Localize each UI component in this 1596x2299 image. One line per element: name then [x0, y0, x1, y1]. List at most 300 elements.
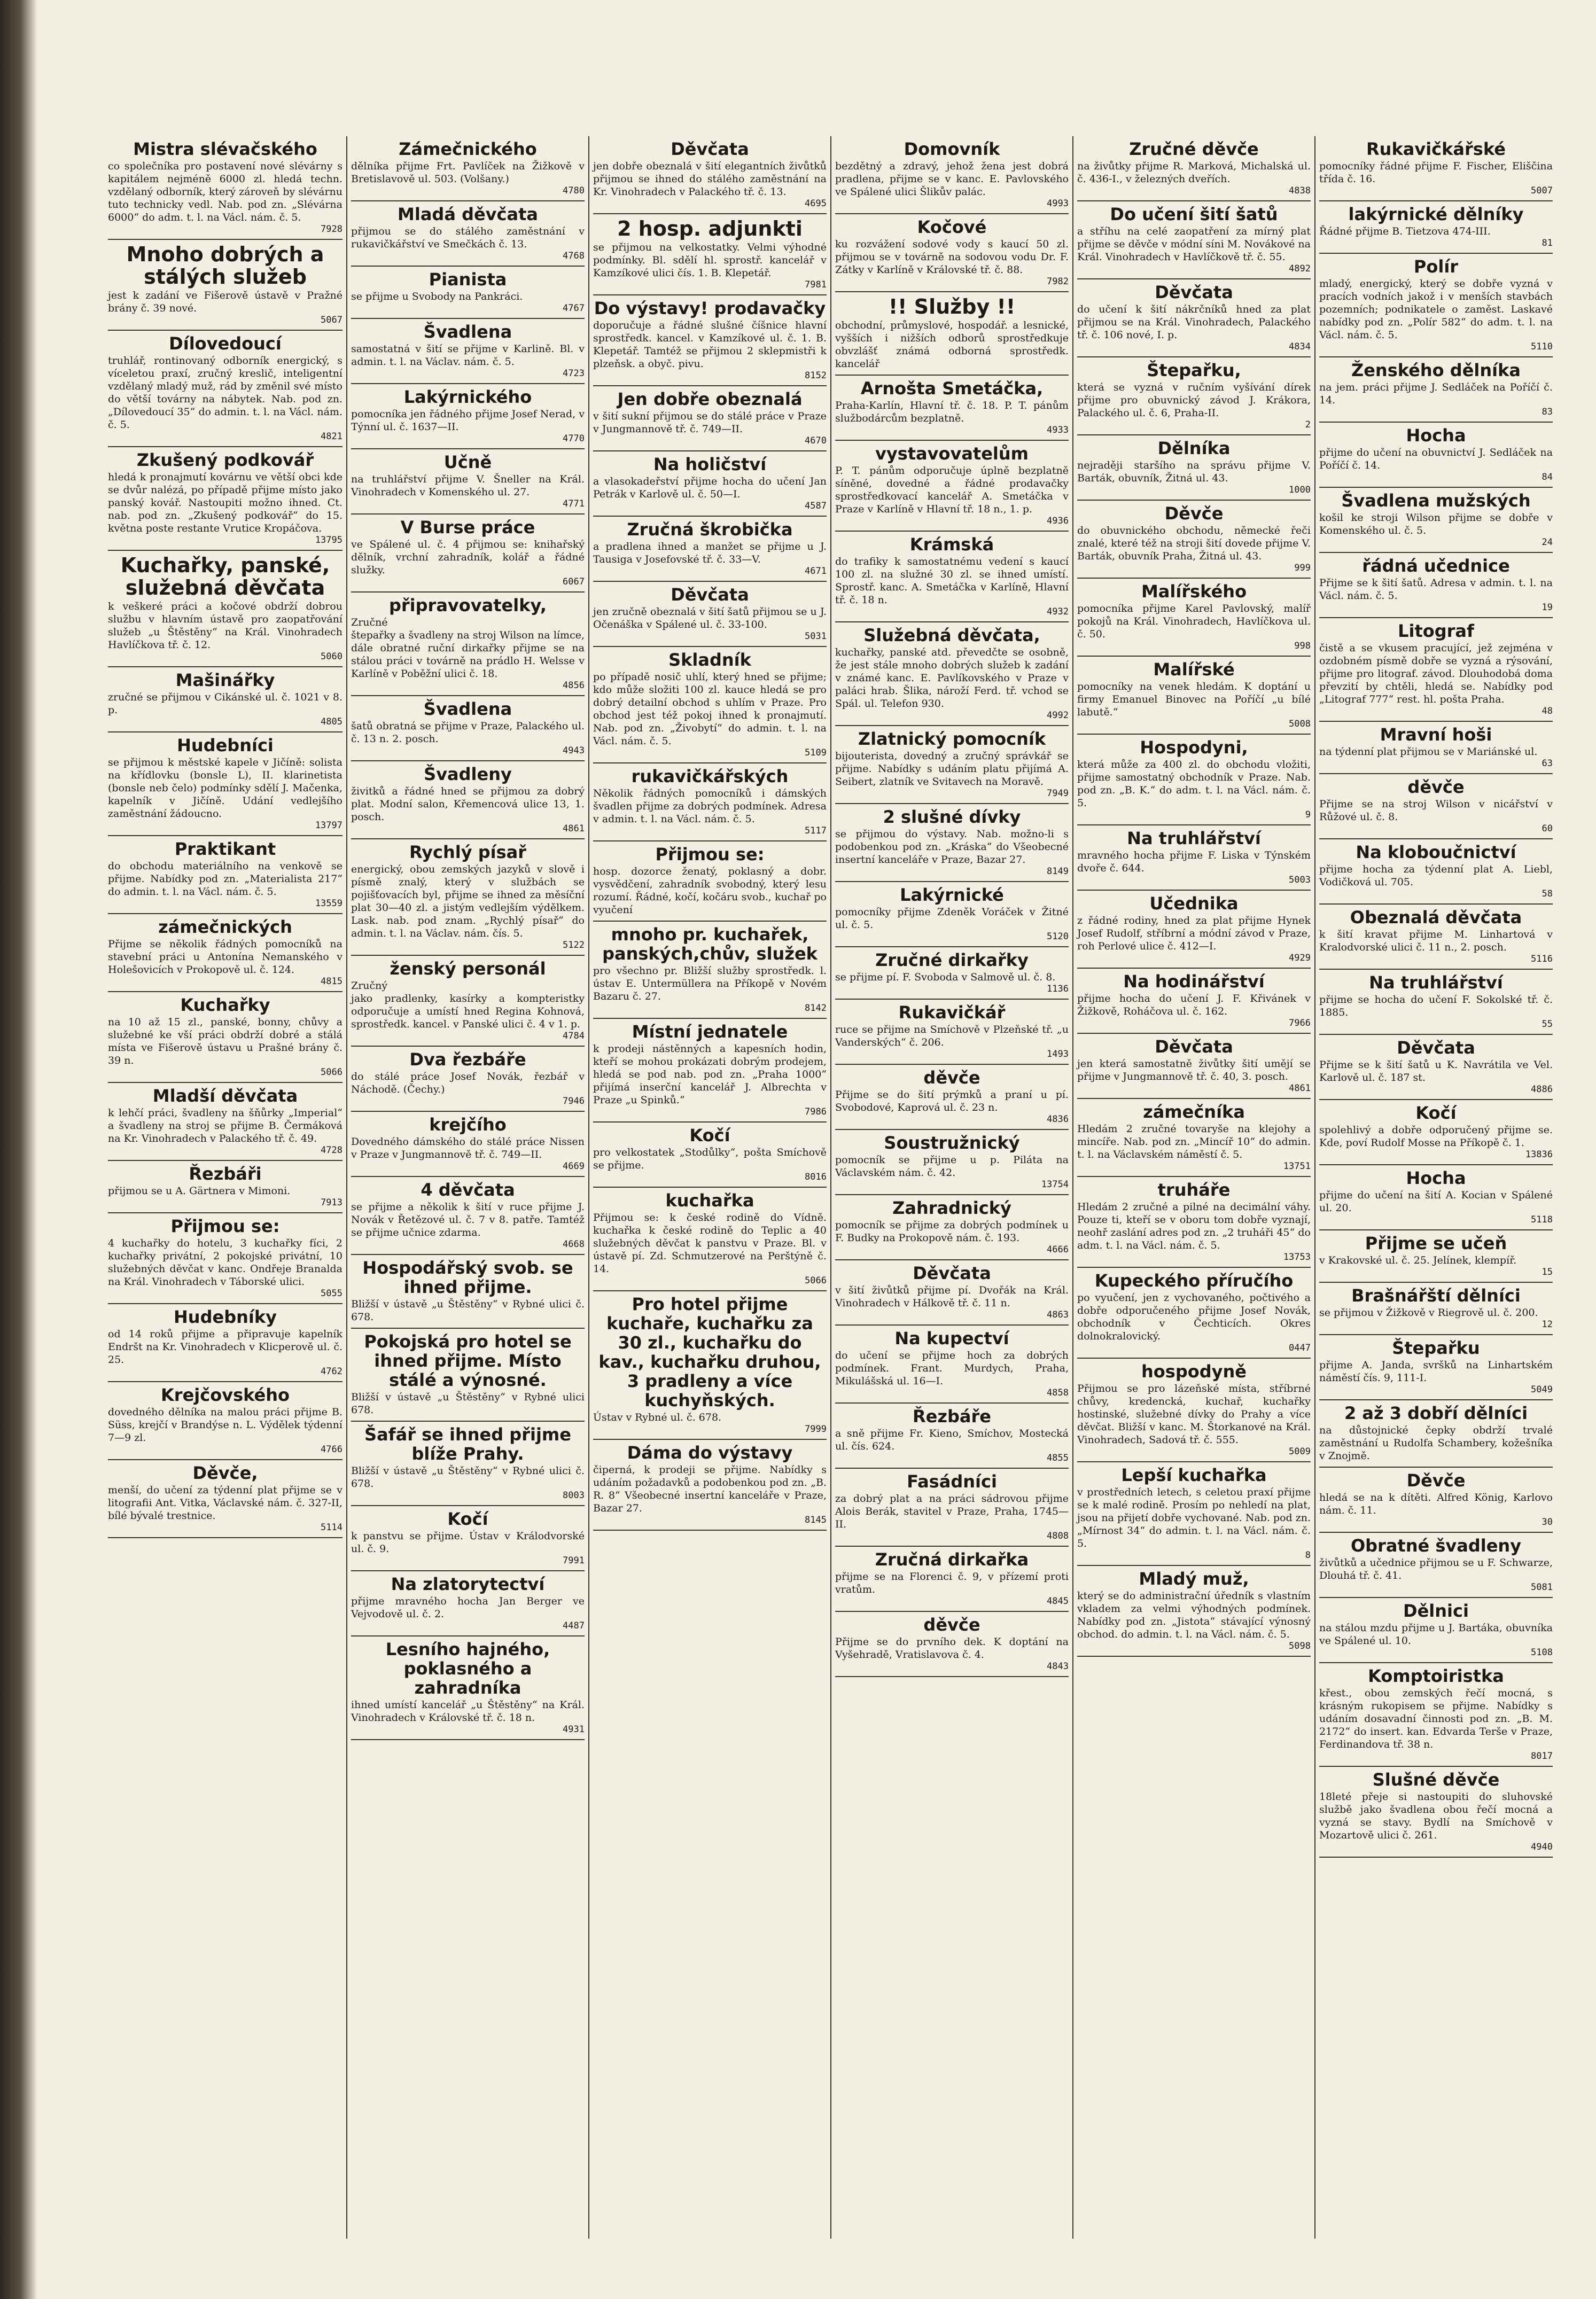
ad-body-text: pro všechno pr. Bližší služby sprostředk. l. ústav E. Untermüllera na Příkopě v Novém Bazaru č. 27.	[593, 965, 827, 1002]
classified-ad	[108, 1083, 342, 1161]
classified-ad	[835, 1260, 1069, 1326]
classified-ad	[108, 667, 342, 732]
classified-ad	[593, 451, 827, 517]
ad-reference-number: 19	[1541, 602, 1553, 613]
classified-ad	[835, 136, 1069, 214]
ad-reference-number: 4587	[805, 501, 827, 511]
ad-headline: Hocha	[1406, 425, 1466, 446]
classified-ad	[351, 267, 585, 319]
classified-ad	[593, 1019, 827, 1123]
ad-reference-number: 24	[1541, 537, 1553, 548]
classified-ad	[1077, 279, 1311, 357]
ad-headline: Dělnici	[1403, 1601, 1469, 1621]
ad-headline: Zahradnický	[892, 1198, 1011, 1218]
classified-ad	[351, 696, 585, 761]
ad-headline: Krejčovského	[161, 1385, 290, 1405]
ad-headline: Na hodinářství	[1123, 971, 1265, 992]
ad-reference-number: 1136	[1047, 984, 1069, 994]
ad-body-text: do obchodu materiálního na venkově se přijme. Nabídky pod zn. „Materialista 217“ do admin. t. l. na Václ. nám. č. 5.	[108, 860, 342, 898]
ad-headline: Švadlena mužských	[1341, 490, 1531, 511]
ad-headline: Švadlena	[423, 322, 512, 342]
ad-reference-number: 5060	[321, 651, 342, 662]
ad-body-text: z řádné rodiny, hned za plat přijme Hynek Josef Rudolf, stříbrní a módní závod v Praze, roh Perlové ulice č. 412—I.	[1077, 915, 1311, 952]
ad-reference-number: 15	[1541, 1267, 1553, 1277]
ad-body-text: Zručné štepařky a švadleny na stroj Wilson na límce, dále obratné ruční dirkařky přijme se na stálou práci v továrně na prádlo H. Welsse v Karlíně v Poběžní ulici č. 18.	[351, 617, 585, 680]
classified-ad	[1319, 488, 1553, 553]
ad-headline: Rychlý písař	[409, 842, 527, 862]
ad-body-text: se přijmou v Žižkově v Riegrově ul. č. 200.	[1319, 1307, 1538, 1319]
ad-headline: Skladník	[668, 650, 751, 670]
classified-ad	[108, 1304, 342, 1382]
ad-reference-number: 4932	[1047, 606, 1069, 617]
ad-column-2	[346, 136, 588, 2239]
classified-ad	[835, 1612, 1069, 1677]
ad-body-text: Přijme se do prvního dek. K doptání na Vyšehradě, Vratislavova č. 4.	[835, 1636, 1069, 1661]
ad-headline: Do výstavy! prodavačky	[594, 298, 826, 318]
ad-body-text: 4 kuchařky do hotelu, 3 kuchařky fíci, 2 kuchařky privátní, 2 pokojské privátní, 10 služebných děvčat v kanc. Ondřeje Branalda na Král. Vinohradech v Táborské ulici.	[108, 1237, 342, 1288]
classified-ad	[108, 732, 342, 836]
classified-ad	[835, 532, 1069, 622]
classified-ad	[593, 214, 827, 295]
ad-reference-number: 4723	[563, 368, 585, 379]
ad-body-text: na 10 až 15 zl., panské, bonny, chůvy a služebné ke vší práci obdrží dobré a stálá místa ve Fišerově ústavu u Prašné brány č. 39 n.	[108, 1016, 342, 1066]
ad-reference-number: 4993	[1047, 198, 1069, 209]
ad-headline: Zlatnický pomocník	[858, 729, 1046, 749]
classified-ad	[593, 1291, 827, 1440]
ad-reference-number: 5008	[1289, 719, 1311, 729]
classified-ad	[1077, 357, 1311, 435]
ad-headline: mnoho pr. kuchařek, panských,chův, služek	[602, 924, 818, 964]
ad-reference-number: 13795	[315, 535, 342, 545]
ad-body-text: nejraději staršího na správu přijme V. Barták, obuvník, Žitná ul. 43.	[1077, 459, 1311, 484]
ad-body-text: do učení k šití nákrčníků hned za plat přijmou se na Král. Vinohradech, Palackého tř. č. 106 nové, I. p.	[1077, 303, 1311, 341]
ad-headline: Děvče,	[192, 1463, 258, 1483]
classified-ad	[108, 1460, 342, 1538]
ad-column-6	[1314, 136, 1556, 2239]
ad-body-text: ihned umístí kancelář „u Štěstěny“ na Král. Vinohradech v Královské tř. č. 18 n.	[351, 1699, 585, 1724]
ad-reference-number: 8152	[805, 370, 827, 381]
ad-body-text: Přijmou se: k české rodině do Vídně. kuchařka k české rodině do Teplic a 40 služebných děvčat k panstvu v Praze. Bl. v ústavě pí. Zd. Schmutzerové na Perštýně č. 14.	[593, 1212, 827, 1275]
ad-reference-number: 5055	[321, 1288, 342, 1299]
classified-ad	[1319, 423, 1553, 488]
ad-body-text: čistě a se vkusem pracující, jež zejména v ozdobném písmě dobře se vyzná a rýsování, přijme pro litograf. závod. Dlouhodobá doma převzití by chtěli, hledá se. Nabídky pod „Litograf 777“ rest. hl. pošta Praha.	[1319, 642, 1553, 705]
ad-reference-number: 7949	[1047, 788, 1069, 799]
classified-ad	[351, 136, 585, 201]
ad-headline: Zručná dirkařka	[875, 1549, 1029, 1570]
ad-reference-number: 5081	[1531, 1582, 1553, 1593]
ad-body-text: na jem. práci přijme J. Sedláček na Poříčí č. 14.	[1319, 381, 1553, 406]
ad-headline: Děvčata	[1397, 1038, 1475, 1058]
ad-reference-number: 4861	[1289, 1083, 1311, 1094]
classified-ad	[1319, 1283, 1553, 1335]
classified-ad	[593, 386, 827, 451]
ad-body-text: se přijmou do výstavy. Nab. možno-li s podobenkou pod zn. „Kráska“ do Všeobecné insertní kanceláře v Praze, Bazar 27.	[835, 828, 1069, 866]
ad-reference-number: 7946	[563, 1096, 585, 1106]
ad-reference-number: 4943	[563, 745, 585, 756]
classified-ad	[1319, 1468, 1553, 1533]
ad-reference-number: 4834	[1289, 341, 1311, 352]
ad-headline: Místní jednatele	[632, 1022, 788, 1042]
classified-ad	[835, 726, 1069, 804]
classified-ad	[1319, 1533, 1553, 1598]
classified-ad	[351, 1636, 585, 1740]
ad-headline: Přijmou se:	[170, 1216, 280, 1236]
ad-reference-number: 13753	[1283, 1252, 1311, 1262]
ad-headline: Krámská	[909, 534, 994, 555]
ad-reference-number: 4861	[563, 823, 585, 834]
ad-reference-number: 12	[1541, 1319, 1553, 1330]
ad-body-text: pomocníky na venek hledám. K doptání u firmy Emanuel Binovec na Poříčí „u bílé labutě.“	[1077, 681, 1311, 718]
ad-reference-number: 81	[1541, 238, 1553, 248]
classified-ad	[835, 214, 1069, 292]
ad-reference-number: 7986	[805, 1106, 827, 1117]
ad-headline: Učednika	[1149, 893, 1239, 914]
ad-reference-number: 1493	[1047, 1049, 1069, 1059]
classified-ad	[1077, 1034, 1311, 1099]
classified-ad	[108, 551, 342, 667]
classified-ad	[351, 1506, 585, 1571]
classified-ad	[593, 1440, 827, 1531]
ad-headline: Soustružnický	[884, 1133, 1020, 1153]
ad-body-text: hledá k pronajmutí kovárnu ve větší obci kde se dvůr nalézá, po případě přijme místo jako panský kovář. Nastoupiti možno ihned. Ct. nab. pod zn. „Zkušený podkovář“ do 15. května poste restante Vrutice Kropáčova.	[108, 471, 342, 534]
ad-body-text: spolehlivý a dobře odporučený přijme se. Kde, poví Rudolf Mosse na Příkopě č. 1.	[1319, 1124, 1553, 1149]
ad-headline: připravovatelky,	[388, 595, 547, 615]
ad-body-text: v šití sukní přijmou se do stálé práce v Praze v Jungmannově tř. č. 749—II.	[593, 410, 827, 435]
ad-body-text: pomocníka jen řádného přijme Josef Nerad, v Týnní ul. č. 1637—II.	[351, 408, 585, 433]
ad-headline: Zručné děvče	[1129, 139, 1259, 159]
ad-headline: Do učení šití šatů	[1110, 204, 1278, 224]
ad-reference-number: 55	[1541, 1019, 1553, 1030]
ad-body-text: hledá se na k dítěti. Alfred König, Karlovo nám. č. 11.	[1319, 1492, 1553, 1516]
ad-reference-number: 7991	[563, 1555, 585, 1566]
ad-reference-number: 4805	[321, 716, 342, 727]
ad-reference-number: 4845	[1047, 1596, 1069, 1607]
ad-body-text: na důstojnické čepky obdrží trvalé zaměstnání u Rudolfa Schambery, kožešníka v Znojmě.	[1319, 1424, 1553, 1462]
ad-reference-number: 5116	[1531, 954, 1553, 964]
ad-reference-number: 5009	[1289, 1446, 1311, 1457]
ad-headline: Přijmou se:	[655, 844, 765, 864]
classified-ad	[1319, 254, 1553, 357]
ad-body-text: jest k zadání ve Fišerově ústavě v Pražné brány č. 39 nové.	[108, 290, 342, 314]
classified-ad	[351, 319, 585, 384]
ad-reference-number: 4992	[1047, 710, 1069, 721]
ad-reference-number: 9	[1305, 809, 1311, 820]
ad-headline: 2 slušné dívky	[883, 807, 1021, 827]
classified-ad	[1319, 618, 1553, 722]
ad-body-text: Praha-Karlín, Hlavní tř. č. 18. P. T. pánům službodárcům bezplatně.	[835, 400, 1069, 424]
classified-ad	[593, 841, 827, 922]
ad-headline: Děvčata	[1155, 282, 1233, 302]
ad-reference-number: 5122	[563, 940, 585, 950]
ad-headline: Na holičství	[653, 454, 767, 474]
classified-ad	[108, 992, 342, 1083]
ad-headline: Dáma do výstavy	[627, 1443, 793, 1463]
classified-ad	[351, 384, 585, 449]
ad-reference-number: 0447	[1289, 1343, 1311, 1353]
ad-headline: Kupeckého příručího	[1094, 1271, 1294, 1291]
ad-reference-number: 5109	[805, 747, 827, 758]
ad-body-text: Několik řádných pomocníků i dámských švadlen přijme za dobrých podmínek. Adresa v admin. t. l. na Václ. nám. č. 5.	[593, 788, 827, 825]
ad-headline: Dělníka	[1157, 438, 1231, 458]
ad-headline: Kočí	[1415, 1103, 1457, 1123]
classified-ad	[593, 136, 827, 214]
ad-column-4	[830, 136, 1072, 2239]
ad-body-text: Řádné přijme B. Tietzova 474-III.	[1319, 225, 1491, 237]
ad-headline: Lakýrnické	[900, 885, 1004, 905]
ad-body-text: v prostředních letech, s celetou praxí přijme se k malé rodině. Prosím po nehledí na plat, jsou na přijetí dobře vychované. Nab. pod zn. „Mírnost 34“ do admin. t. l. na Václ. nám. č. 5.	[1077, 1486, 1311, 1549]
ad-headline: Mnoho dobrých a stálých služeb	[126, 243, 324, 289]
ad-body-text: Hledám 2 zručné tovaryše na klejohy a mincíře. Nab. pod zn. „Mincíř 10“ do admin. t. l. na Václavském náměstí č. 5.	[1077, 1123, 1311, 1160]
classified-ad	[1319, 136, 1553, 201]
classified-ad	[351, 449, 585, 515]
classified-ad	[108, 1161, 342, 1213]
ad-body-text: přijme do učení na šití A. Kocian v Spálené ul. 20.	[1319, 1189, 1553, 1214]
ad-reference-number: 999	[1294, 563, 1311, 573]
ad-body-text: Bližší v ústavě „u Štěstěny“ v Rybné ulici č. 678.	[351, 1298, 585, 1323]
classified-ad	[108, 836, 342, 914]
classified-ad	[1319, 1230, 1553, 1283]
ad-reference-number: 5003	[1289, 875, 1311, 885]
ad-body-text: přijmou se u A. Gärtnera v Mimoni.	[108, 1185, 291, 1197]
classified-ad	[835, 441, 1069, 532]
ad-headline: Děvčata	[1155, 1037, 1233, 1057]
classified-ad	[593, 582, 827, 647]
classified-ad	[108, 914, 342, 992]
classified-ad	[1077, 201, 1311, 279]
ad-headline: Hudebníky	[174, 1307, 277, 1327]
ad-body-text: 18leté přeje si nastoupiti do sluhovské službě jako švadlena obou řečí mocná a vyzná se stavy. Bydlí na Smíchově v Mozartově ulici č. 261.	[1319, 1791, 1553, 1841]
ad-body-text: bijouterista, dovedný a zručný správkář se přijme. Nabídky s udáním platu přijímá A. Seibert, zlatník ve Svitavech na Moravě.	[835, 750, 1069, 788]
ad-headline: Děvče	[1406, 1470, 1466, 1491]
classified-ad	[835, 292, 1069, 376]
classified-ad	[835, 1195, 1069, 1260]
ad-reference-number: 1000	[1289, 485, 1311, 495]
ad-reference-number: 4940	[1531, 1842, 1553, 1852]
classified-ad	[593, 763, 827, 841]
ad-body-text: menší, do učení za týdenní plat přijme se v litografii Ant. Vitka, Václavské nám. č. 327-II, bílé bývalé trestnice.	[108, 1484, 342, 1522]
ad-reference-number: 4843	[1047, 1661, 1069, 1672]
ad-body-text: dovedného dělníka na malou práci přijme B. Süss, krejčí v Brandýse n. L. Výdělek týdenní 7—9 zl.	[108, 1406, 342, 1444]
ad-body-text: k šití kravat přijme M. Linhartová v Kralodvorské ulici č. 11 n., 2. posch.	[1319, 929, 1553, 953]
ad-body-text: samostatná v šití se přijme v Karlině. Bl. v admin. t. l. na Václav. nám. č. 5.	[351, 343, 585, 368]
ad-reference-number: 8003	[563, 1490, 585, 1501]
ad-headline: Služebná děvčata,	[863, 625, 1040, 645]
ad-body-text: ruce se přijme na Smíchově v Plzeňské tř. „u Vanderských“ č. 206.	[835, 1024, 1069, 1048]
classified-ad	[1077, 1566, 1311, 1657]
ad-reference-number: 4768	[563, 251, 585, 261]
ad-reference-number: 4784	[563, 1031, 585, 1041]
ad-body-text: pomocníka přijme Karel Pavlovský, malíř pokojů na Král. Vinohradech, Havlíčkova ul. č. 50.	[1077, 603, 1311, 640]
ad-body-text: na živůtky přijme R. Marková, Michalská ul. č. 436-I., v železných dveřích.	[1077, 160, 1311, 185]
ad-reference-number: 4766	[321, 1444, 342, 1455]
ad-headline: Mravní hoši	[1380, 724, 1492, 745]
ad-headline: Šafář se ihned přijme blíže Prahy.	[364, 1424, 571, 1464]
ad-reference-number: 2	[1305, 419, 1311, 430]
ad-headline: Švadleny	[424, 764, 512, 784]
ad-headline: děvče	[923, 1067, 980, 1088]
ad-body-text: Bližší v ústavě „u Štěstěny“ v Rybné ulici 678.	[351, 1391, 585, 1416]
classified-ad	[1077, 1462, 1311, 1566]
classified-ad	[351, 1255, 585, 1329]
ad-headline: Arnošta Smetáčka,	[860, 378, 1044, 399]
ad-headline: Lakýrnického	[403, 387, 532, 407]
ad-headline: Malířského	[1141, 581, 1247, 602]
classified-ad	[351, 1047, 585, 1112]
ad-reference-number: 4863	[1047, 1310, 1069, 1320]
ad-body-text: mladý, energický, který se dobře vyzná v pracích vodních jakož i v menších stavbách pozemních; podnikatele o zaměst. Laskavé nabídky pod zn. „Polír 582“ do adm. t. l. na Václ. nám. č. 5.	[1319, 278, 1553, 341]
ad-body-text: P. T. pánům odporučuje úplně bezplatně síněné, dovedné a řádné prodavačky sprostředkovací kancelář A. Smetáčka v Praze v Karlíně v Hlavní tř. 18 n., 1. p.	[835, 465, 1069, 515]
classified-ad	[835, 804, 1069, 882]
classified-ad	[835, 947, 1069, 1000]
ad-headline: kuchařka	[665, 1190, 754, 1211]
classified-ad	[1319, 357, 1553, 423]
ad-body-text: přijme se na Florenci č. 9, v přízemí proti vratům.	[835, 1571, 1069, 1595]
classified-ad	[1319, 1767, 1553, 1858]
ad-reference-number: 5098	[1289, 1641, 1311, 1651]
ad-reference-number: 4767	[563, 303, 585, 314]
ad-body-text: obchodní, průmyslové, hospodář. a lesnické, vyšších i nižších odborů sprostředkuje obvzlášť známá odborná sprostředk. kancelář	[835, 319, 1069, 370]
ad-body-text: pomocníky řádné přijme F. Fischer, Eliščina třída č. 16.	[1319, 160, 1553, 185]
ad-headline: řádná učednice	[1362, 556, 1510, 576]
classified-ad	[351, 839, 585, 956]
ad-body-text: který se do administrační úředník s vlastním vkladem za velmi výhodných podmínek. Nabídky pod zn. „Jistota“ stávající výnosný obchod. do admin. t. l. na Václ. nám. č. 5.	[1077, 1590, 1311, 1640]
ad-body-text: Dovedného dámského do stálé práce Nissen v Praze v Jungmannově tř. č. 749—II.	[351, 1136, 585, 1160]
ad-headline: Komptoiristka	[1368, 1666, 1504, 1686]
ad-body-text: jen dobře obeznalá v šití elegantních živůtků přijmou se ihned do stálého zaměstnání na Kr. Vinohradech v Palackého tř. č. 13.	[593, 160, 827, 198]
ad-body-text: Přijme se několik řádných pomocníků na stavební práci u Antonína Nemanského v Holešovicích v Prokopově ul. č. 124.	[108, 938, 342, 976]
ad-body-text: pomocník se přijme u p. Piláta na Václavském nám. č. 42.	[835, 1154, 1069, 1179]
classified-ad	[835, 376, 1069, 441]
ad-column-1	[104, 136, 346, 2239]
ad-reference-number: 4808	[1047, 1531, 1069, 1541]
ad-body-text: čiperná, k prodeji se přijme. Nabídky s udáním požadavků a podobenkou pod zn. „B. R. 8“ Všeobecné insertní kanceláře v Praze, Bazar 27.	[593, 1464, 827, 1514]
ad-reference-number: 4892	[1289, 263, 1311, 274]
ad-reference-number: 84	[1541, 472, 1553, 482]
ad-headline: děvče	[923, 1615, 980, 1635]
ad-headline: Hocha	[1406, 1168, 1466, 1188]
classified-ad	[1319, 201, 1553, 254]
ad-headline: 2 hosp. adjunkti	[617, 217, 803, 240]
ad-reference-number: 5066	[805, 1275, 827, 1286]
classified-ad	[835, 1469, 1069, 1547]
ad-body-text: od 14 roků přijme a připravuje kapelník Endršt na Kr. Vinohradech v Klicperově ul. č. 25.	[108, 1328, 342, 1366]
classified-ad	[1077, 891, 1311, 969]
ad-headline: Kuchařky, panské, služebná děvčata	[120, 554, 330, 599]
ad-body-text: se přijmou k městské kapele v Jičíně: solista na křídlovku (bonsle L), II. klarinetista (bonsle neb čelo) podmínky sdělí J. Mačenka, kapelník v Jičíně. Udání vedlejšího zaměstnání žádoucno.	[108, 757, 342, 820]
classified-ad	[1077, 657, 1311, 735]
ad-reference-number: 83	[1541, 407, 1553, 417]
classified-ad	[1077, 1099, 1311, 1177]
classified-ad	[835, 1130, 1069, 1195]
ad-headline: Děvčata	[671, 585, 749, 605]
ad-headline: Ženského dělníka	[1351, 360, 1521, 380]
ad-reference-number: 5117	[805, 825, 827, 836]
ad-headline: Brašnářští dělníci	[1351, 1285, 1521, 1306]
ad-body-text: přijme do učení na obuvnictví J. Sedláček na Poříčí č. 14.	[1319, 447, 1553, 471]
classified-ad	[835, 1065, 1069, 1130]
classified-ad	[351, 956, 585, 1047]
ad-body-text: co společníka pro postavení nové slévárny s kapitálem nejméně 6000 zl. hledá techn. vzdělaný odborník, který zároveň by slévárnu tuto technicky vedl. Nab. pod zn. „Slévárna 6000“ do adm. t. l. na Václ. nám. č. 5.	[108, 160, 342, 223]
ad-headline: Děvče	[1164, 503, 1224, 524]
classified-ad	[835, 1000, 1069, 1065]
ad-body-text: Přijme se k šití šatů. Adresa v admin. t. l. na Václ. nám. č. 5.	[1319, 577, 1553, 602]
ad-reference-number: 4780	[563, 185, 585, 196]
ad-headline: zámečnických	[158, 917, 292, 937]
ad-reference-number: 4886	[1531, 1084, 1553, 1095]
ad-body-text: přijme hocha za týdenní plat A. Liebl, Vodičková ul. 705.	[1319, 863, 1553, 888]
ad-headline: Litograf	[1398, 621, 1474, 641]
ad-headline: rukavičkářských	[631, 766, 789, 786]
ad-headline: Na kloboučnictví	[1356, 842, 1516, 862]
ad-headline: Polír	[1413, 256, 1459, 277]
classified-ad	[835, 882, 1069, 947]
ad-body-text: jen která samostatně živůtky šití umějí se přijme v Jungmannově tř. č. 40, 3. posch.	[1077, 1058, 1311, 1082]
classified-ad	[1319, 905, 1553, 970]
ad-reference-number: 4762	[321, 1366, 342, 1377]
ad-reference-number: 7999	[805, 1424, 827, 1435]
ad-headline: Fasádníci	[907, 1471, 997, 1492]
ad-body-text: se přijme u Svobody na Pankráci.	[351, 291, 523, 302]
classified-ad	[1319, 1100, 1553, 1165]
ad-headline: Pokojská pro hotel se ihned přijme. Místo stálé a výnosné.	[364, 1331, 572, 1390]
ad-reference-number: 4487	[563, 1620, 585, 1631]
classified-ad	[1077, 825, 1311, 891]
ad-headline: Na truhlářství	[1369, 972, 1503, 993]
ad-reference-number: 6067	[563, 576, 585, 587]
ad-headline: krejčího	[429, 1115, 507, 1135]
ad-reference-number: 4856	[563, 680, 585, 691]
ad-body-text: a vlasokadeřství přijme hocha do učení Jan Petrák v Karlově ul. č. 50—I.	[593, 476, 827, 500]
ad-body-text: Přijmou se pro lázeňské místa, stříbrné chůvy, kredencká, kuchař, kuchařky hostinské, služebné dívky do Prahy a více děvčat. Bližší v kanc. M. Štorkanové na Král. Vinohradech, Sadová tř. č. 555.	[1077, 1383, 1311, 1446]
classified-ad	[1319, 1400, 1553, 1468]
ad-headline: Hospodyni,	[1140, 737, 1248, 758]
classified-ad	[1319, 839, 1553, 905]
ad-headline: Na zlatorytectví	[391, 1574, 545, 1594]
ad-body-text: která může za 400 zl. do obchodu vložiti, přijme samostatný obchodník v Praze. Nab. pod zn. „B. K.“ do adm. t. l. na Václ. nám. č. 5.	[1077, 759, 1311, 809]
ad-body-text: kuchařky, panské atd. převedčte se osobně, že jest stále mnoho dobrých služeb k zadání v známé kanc. E. Pavlíkovského v Praze v paláci hrab. Šlika, nároží Ferd. tř. vchod se Spál. ul. Telefon 930.	[835, 646, 1069, 710]
ad-body-text: do stálé práce Josef Novák, řezbář v Náchodě. (Čechy.)	[351, 1071, 585, 1095]
ad-body-text: po případě nosič uhlí, který hned se přijme; kdo může složiti 100 zl. kauce hledá se pro dobrý detailní obchod s uhlím v Praze. Pro obchod jest též pokoj ihned k pronajmutí. Nab. pod zn. „Živobytí“ do admin. t. l. na Václ. nám. č. 5.	[593, 671, 827, 747]
ad-headline: Švadlena	[423, 699, 512, 719]
ad-body-text: na týdenní plat přijmou se v Mariánské ul.	[1319, 746, 1538, 758]
ad-headline: Dílovedoucí	[169, 333, 282, 354]
ad-reference-number: 4836	[1047, 1114, 1069, 1125]
ad-headline: Přijme se učeň	[1365, 1233, 1507, 1253]
ad-headline: Štepařku	[1392, 1338, 1480, 1358]
scan-shadow-edge	[0, 0, 37, 2299]
ad-body-text: pomocníky přijme Zdeněk Voráček v Žitné ul. č. 5.	[835, 906, 1069, 931]
ad-reference-number: 4933	[1047, 425, 1069, 435]
ad-reference-number: 7913	[321, 1197, 342, 1208]
ad-headline: Na kupectví	[894, 1328, 1009, 1349]
ad-headline: Domovník	[904, 139, 1000, 159]
ad-reference-number: 5007	[1531, 185, 1553, 196]
ad-reference-number: 4695	[805, 198, 827, 209]
classified-ad	[1319, 722, 1553, 774]
ad-headline: Zručné dirkařky	[875, 950, 1029, 970]
ad-reference-number: 4669	[563, 1161, 585, 1172]
ad-headline: Praktikant	[174, 839, 276, 859]
ad-headline: Jen dobře obeznalá	[617, 389, 803, 409]
ad-headline: Kuchařky	[180, 995, 270, 1015]
classified-ad	[351, 515, 585, 593]
ad-body-text: jen zručně obeznalá v šití šatů přijmou se u J. Očenáška v Spálené ul. č. 33-100.	[593, 606, 827, 630]
ad-body-text: Ústav v Rybné ul. č. 678.	[593, 1412, 722, 1423]
classified-ad	[1319, 1663, 1553, 1767]
classified-ad	[351, 1177, 585, 1255]
ad-headline: Mistra slévačského	[133, 139, 317, 159]
ad-body-text: Zručný jako pradlenky, kasírky a kompteristky odporučuje a umístí hned Regina Kohnová, sprostředk. kancel. v Panské ulici č. 4 v 1. p.	[351, 980, 585, 1030]
